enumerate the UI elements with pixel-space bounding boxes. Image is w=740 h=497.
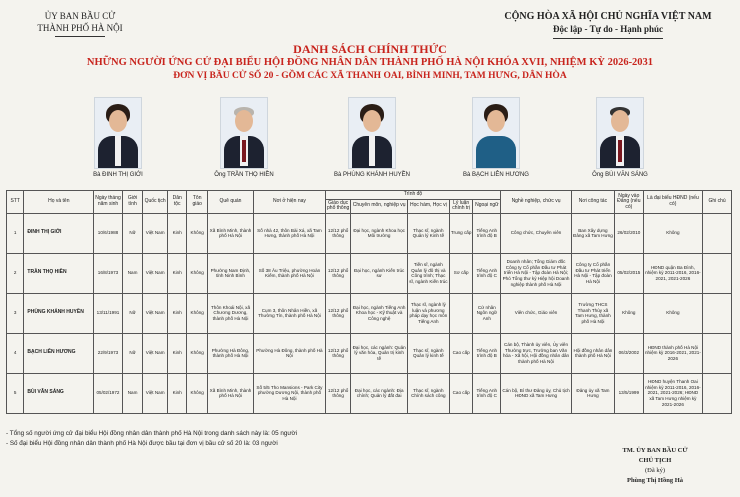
- candidate-photo-card: [446, 97, 546, 178]
- title-line1: DANH SÁCH CHÍNH THỨC: [293, 42, 447, 56]
- col-council: Là đại biểu HĐND (nếu có): [643, 191, 702, 214]
- cell-dob: 22/9/1973: [94, 333, 123, 373]
- cell-degree: Tiến sĩ, ngành Quản lý đô thị và Công trình; Thạc sĩ, ngành Kiến trúc: [407, 253, 449, 293]
- cell-stt: 1: [7, 213, 24, 253]
- cell-dob: 10/6/1988: [94, 213, 123, 253]
- col-hometown: Quê quán: [207, 191, 253, 214]
- cell-occupation: Doanh nhân; Tổng Giám đốc Công ty Cổ phần Đầu tư Phát triển Hà Nội - Tập đoàn Hà Nội; Phó Tổng thư ký Hiệp hội Doanh nghiệp thành phố Hà Nội: [501, 253, 572, 293]
- candidate-photo-card: [322, 97, 422, 178]
- col-name: Họ và tên: [24, 191, 94, 214]
- photo-caption: Ông BÙI VĂN SÁNG: [592, 172, 648, 178]
- signature-signed: (Đã ký): [644, 467, 666, 474]
- cell-name: PHÙNG KHÁNH HUYỀN: [24, 293, 94, 333]
- cell-council: HĐND huyện Thanh Oai nhiệm kỳ 2011-2016, 2016-2021, 2021-2026; HĐND xã Tam Hưng nhiệm kỳ 2021-2026: [643, 373, 702, 413]
- country-name: CỘNG HÒA XÃ HỘI CHỦ NGHĨA VIỆT NAM: [504, 11, 712, 22]
- cell-dob: 05/02/1972: [94, 373, 123, 413]
- portrait-photo: [472, 97, 520, 169]
- cell-sex: Nữ: [122, 333, 143, 373]
- cell-workplace: Công ty Cổ phần Đầu tư Phát triển Hà Nội - Tập đoàn Hà Nội: [571, 253, 614, 293]
- candidate-photo-card: [194, 97, 294, 178]
- issuer-underline: [55, 36, 105, 37]
- col-foreign-lang: Ngoại ngữ: [473, 199, 501, 213]
- photo-caption: Bà BẠCH LIÊN HƯƠNG: [463, 172, 529, 178]
- cell-stt: 3: [7, 293, 24, 333]
- cell-council: HĐND thành phố Hà Nội nhiệm kỳ 2016-2021, 2021-2026: [643, 333, 702, 373]
- col-specialty: Chuyên môn, nghiệp vụ: [351, 199, 407, 213]
- cell-nationality: Việt Nam: [143, 373, 168, 413]
- candidate-photos: [0, 97, 740, 185]
- portrait-photo: [348, 97, 396, 169]
- cell-foreign-lang: Tiếng Anh trình độ C: [473, 373, 501, 413]
- cell-specialty: Đại học, ngành Tiếng Anh Khoa học - Kỹ thuật và Công nghệ: [351, 293, 407, 333]
- summary-total: - Tổng số người ứng cử đại biểu Hội đồng nhân dân thành phố Hà Nội trong danh sách này là: 05 người: [6, 430, 298, 437]
- cell-residence: Số nhà 42, thôn Bài Xá, xã Tam Hưng, thành phố Hà Nội: [254, 213, 326, 253]
- cell-foreign-lang: Tiếng Anh trình độ C: [473, 253, 501, 293]
- col-general-edu: Giáo dục phổ thông: [325, 199, 351, 213]
- national-motto: [498, 10, 718, 39]
- col-residence: Nơi ở hiện nay: [254, 191, 326, 214]
- cell-ethnic: Kinh: [167, 293, 186, 333]
- col-note: Ghi chú: [703, 191, 732, 214]
- col-nationality: Quốc tịch: [143, 191, 168, 214]
- cell-specialty: Đại học, các ngành: Địa chính; Quản lý đất đai: [351, 373, 407, 413]
- cell-ethnic: Kinh: [167, 373, 186, 413]
- col-occupation: Nghề nghiệp, chức vụ: [501, 191, 572, 214]
- table-row: [7, 213, 732, 253]
- cell-religion: Không: [187, 213, 208, 253]
- cell-specialty: Đại học, ngành Khoa học Môi trường: [351, 213, 407, 253]
- cell-hometown: Thôn Khoái Nội, xã Chương Dương, thành phố Hà Nội: [207, 293, 253, 333]
- cell-religion: Không: [187, 373, 208, 413]
- photo-caption: Bà ĐINH THỊ GIỚI: [93, 172, 143, 178]
- cell-nationality: Việt Nam: [143, 333, 168, 373]
- cell-sex: Nữ: [122, 213, 143, 253]
- cell-occupation: Công chức, Chuyên viên: [501, 213, 572, 253]
- cell-stt: 2: [7, 253, 24, 293]
- cell-residence: Số 38 Âu Triệu, phường Hoàn Kiếm, thành phố Hà Nội: [254, 253, 326, 293]
- signature-title: CHỦ TỊCH: [638, 457, 672, 464]
- col-sex: Giới tính: [122, 191, 143, 214]
- cell-hometown: Phường Nam Định, tỉnh Ninh Bình: [207, 253, 253, 293]
- cell-political: Sơ cấp: [449, 253, 473, 293]
- cell-stt: 5: [7, 373, 24, 413]
- cell-general-edu: 12/12 phổ thông: [325, 213, 351, 253]
- cell-hometown: Xã Bình Minh, thành phố Hà Nội: [207, 213, 253, 253]
- cell-specialty: Đại học, các ngành: Quản lý văn hóa, Quản trị kinh tế: [351, 333, 407, 373]
- cell-workplace: Trường THCS Thanh Thùy xã Tam Hưng, thành phố Hà Nội: [571, 293, 614, 333]
- table-header-row: [7, 191, 732, 200]
- candidate-photo-card: [570, 97, 670, 178]
- cell-political: Trung cấp: [449, 213, 473, 253]
- cell-name: TRẦN THỌ HIỀN: [24, 253, 94, 293]
- col-education-group: Trình độ: [325, 191, 500, 200]
- cell-nationality: Việt Nam: [143, 253, 168, 293]
- cell-sex: Nam: [122, 253, 143, 293]
- cell-name: ĐINH THỊ GIỚI: [24, 213, 94, 253]
- document-title: [0, 42, 740, 83]
- col-ethnic: Dân tộc: [167, 191, 186, 214]
- photo-caption: Bà PHÙNG KHÁNH HUYỀN: [333, 172, 410, 178]
- cell-residence: Số 5/5 Tho Mansions - Park City phường Dương Nội, thành phố Hà Nội: [254, 373, 326, 413]
- cell-political: Cao cấp: [449, 333, 473, 373]
- cell-dob: 13/11/1991: [94, 293, 123, 333]
- cell-degree: Thạc sĩ, ngành Quản lý kinh tế: [407, 333, 449, 373]
- cell-sex: Nam: [122, 373, 143, 413]
- col-party-date: Ngày vào Đảng (nếu có): [614, 191, 643, 214]
- table-row: [7, 293, 732, 333]
- cell-political: [449, 293, 473, 333]
- cell-note: [703, 213, 732, 253]
- cell-residence: Phường Hà Đông, thành phố Hà Nội: [254, 333, 326, 373]
- title-line2: NHỮNG NGƯỜI ỨNG CỬ ĐẠI BIỂU HỘI ĐỒNG NHÂN DÂN THÀNH PHỐ HÀ NỘI KHÓA XVII, NHIỆM KỲ 2026-2031: [86, 57, 654, 68]
- col-dob: Ngày tháng năm sinh: [94, 191, 123, 214]
- cell-foreign-lang: Tiếng Anh trình độ B: [473, 213, 501, 253]
- issuer-block: [20, 10, 140, 37]
- summary-notes: [6, 429, 297, 449]
- cell-hometown: Phường Hà Đông, thành phố Hà Nội: [207, 333, 253, 373]
- cell-degree: Thạc sĩ, ngành Quản lý Kinh tế: [407, 213, 449, 253]
- cell-residence: Cụm 3, thôn Nhân Hiền, xã Thường Tín, thành phố Hà Nội: [254, 293, 326, 333]
- cell-note: [703, 253, 732, 293]
- cell-ethnic: Kinh: [167, 213, 186, 253]
- cell-ethnic: Kinh: [167, 253, 186, 293]
- cell-council: Không: [643, 293, 702, 333]
- cell-nationality: Việt Nam: [143, 213, 168, 253]
- signature-name: Phùng Thị Hồng Hà: [626, 477, 684, 484]
- issuer-line1: ỦY BAN BẦU CỬ: [44, 11, 116, 21]
- portrait-photo: [94, 97, 142, 169]
- cell-general-edu: 12/12 phổ thông: [325, 293, 351, 333]
- cell-occupation: Cán bộ, Thành ủy viên, Ủy viên Thường trực, Trưởng ban Văn hóa - Xã hội, Hội đồng nhân dân thành phố Hà Nội: [501, 333, 572, 373]
- cell-hometown: Xã Bình Minh, thành phố Hà Nội: [207, 373, 253, 413]
- col-political: Lý luận chính trị: [449, 199, 473, 213]
- cell-degree: Thạc sĩ, ngành lý luận và phương pháp dạy học môn Tiếng Anh: [407, 293, 449, 333]
- photo-caption: Ông TRẦN THỌ HIỀN: [214, 172, 274, 178]
- cell-name: BẠCH LIÊN HƯƠNG: [24, 333, 94, 373]
- cell-ethnic: Kinh: [167, 333, 186, 373]
- signature-block: [590, 446, 720, 486]
- cell-name: BÙI VĂN SÁNG: [24, 373, 94, 413]
- cell-council: Không: [643, 213, 702, 253]
- cell-occupation: Viên chức, Giáo viên: [501, 293, 572, 333]
- cell-foreign-lang: Tiếng Anh trình độ B: [473, 333, 501, 373]
- cell-party-date: 13/5/1999: [614, 373, 643, 413]
- cell-party-date: Không: [614, 293, 643, 333]
- portrait-photo: [596, 97, 644, 169]
- col-religion: Tôn giáo: [187, 191, 208, 214]
- cell-workplace: Đảng ủy xã Tam Hưng: [571, 373, 614, 413]
- cell-party-date: 06/3/2002: [614, 333, 643, 373]
- cell-foreign-lang: Cử nhân Ngôn ngữ Anh: [473, 293, 501, 333]
- motto: Độc lập - Tự do - Hạnh phúc: [552, 24, 663, 34]
- cell-dob: 16/8/1973: [94, 253, 123, 293]
- cell-party-date: 26/02/2010: [614, 213, 643, 253]
- signature-org: TM. ỦY BAN BẦU CỬ: [622, 447, 688, 454]
- summary-elected: - Số đại biểu Hội đồng nhân dân thành phố Hà Nội được bầu tại đơn vị bầu cử số 20 là: 03 người: [6, 440, 278, 447]
- candidate-table: [6, 190, 732, 414]
- cell-note: [703, 293, 732, 333]
- cell-sex: Nữ: [122, 293, 143, 333]
- cell-general-edu: 12/12 phổ thông: [325, 253, 351, 293]
- col-stt: STT: [7, 191, 24, 214]
- portrait-photo: [220, 97, 268, 169]
- cell-general-edu: 12/12 phổ thông: [325, 333, 351, 373]
- col-workplace: Nơi công tác: [571, 191, 614, 214]
- cell-party-date: 05/02/2015: [614, 253, 643, 293]
- cell-political: Cao cấp: [449, 373, 473, 413]
- cell-religion: Không: [187, 293, 208, 333]
- cell-specialty: Đại học, ngành Kiến trúc sư: [351, 253, 407, 293]
- cell-religion: Không: [187, 253, 208, 293]
- cell-workplace: Hội đồng nhân dân thành phố Hà Nội: [571, 333, 614, 373]
- cell-occupation: Cán bộ, Bí thư Đảng ủy, Chủ tịch HĐND xã Tam Hưng: [501, 373, 572, 413]
- cell-workplace: Ban Xây dựng Đảng xã Tam Hưng: [571, 213, 614, 253]
- issuer-line2: THÀNH PHỐ HÀ NỘI: [37, 23, 123, 33]
- cell-nationality: Việt Nam: [143, 293, 168, 333]
- cell-general-edu: 12/12 phổ thông: [325, 373, 351, 413]
- cell-stt: 4: [7, 333, 24, 373]
- cell-note: [703, 333, 732, 373]
- candidate-photo-card: [68, 97, 168, 178]
- cell-religion: Không: [187, 333, 208, 373]
- cell-council: HĐND quận Ba Đình, nhiệm kỳ 2011-2016, 2016-2021, 2021-2026: [643, 253, 702, 293]
- table-row: [7, 333, 732, 373]
- cell-note: [703, 373, 732, 413]
- col-degree: Học hàm, Học vị: [407, 199, 449, 213]
- table-row: [7, 373, 732, 413]
- motto-underline: [553, 38, 663, 39]
- cell-degree: Thạc sĩ, ngành Chính sách công: [407, 373, 449, 413]
- table-row: [7, 253, 732, 293]
- title-line3: ĐƠN VỊ BẦU CỬ SỐ 20 - GỒM CÁC XÃ THANH OAI, BÌNH MINH, TAM HƯNG, DÂN HÒA: [173, 71, 567, 81]
